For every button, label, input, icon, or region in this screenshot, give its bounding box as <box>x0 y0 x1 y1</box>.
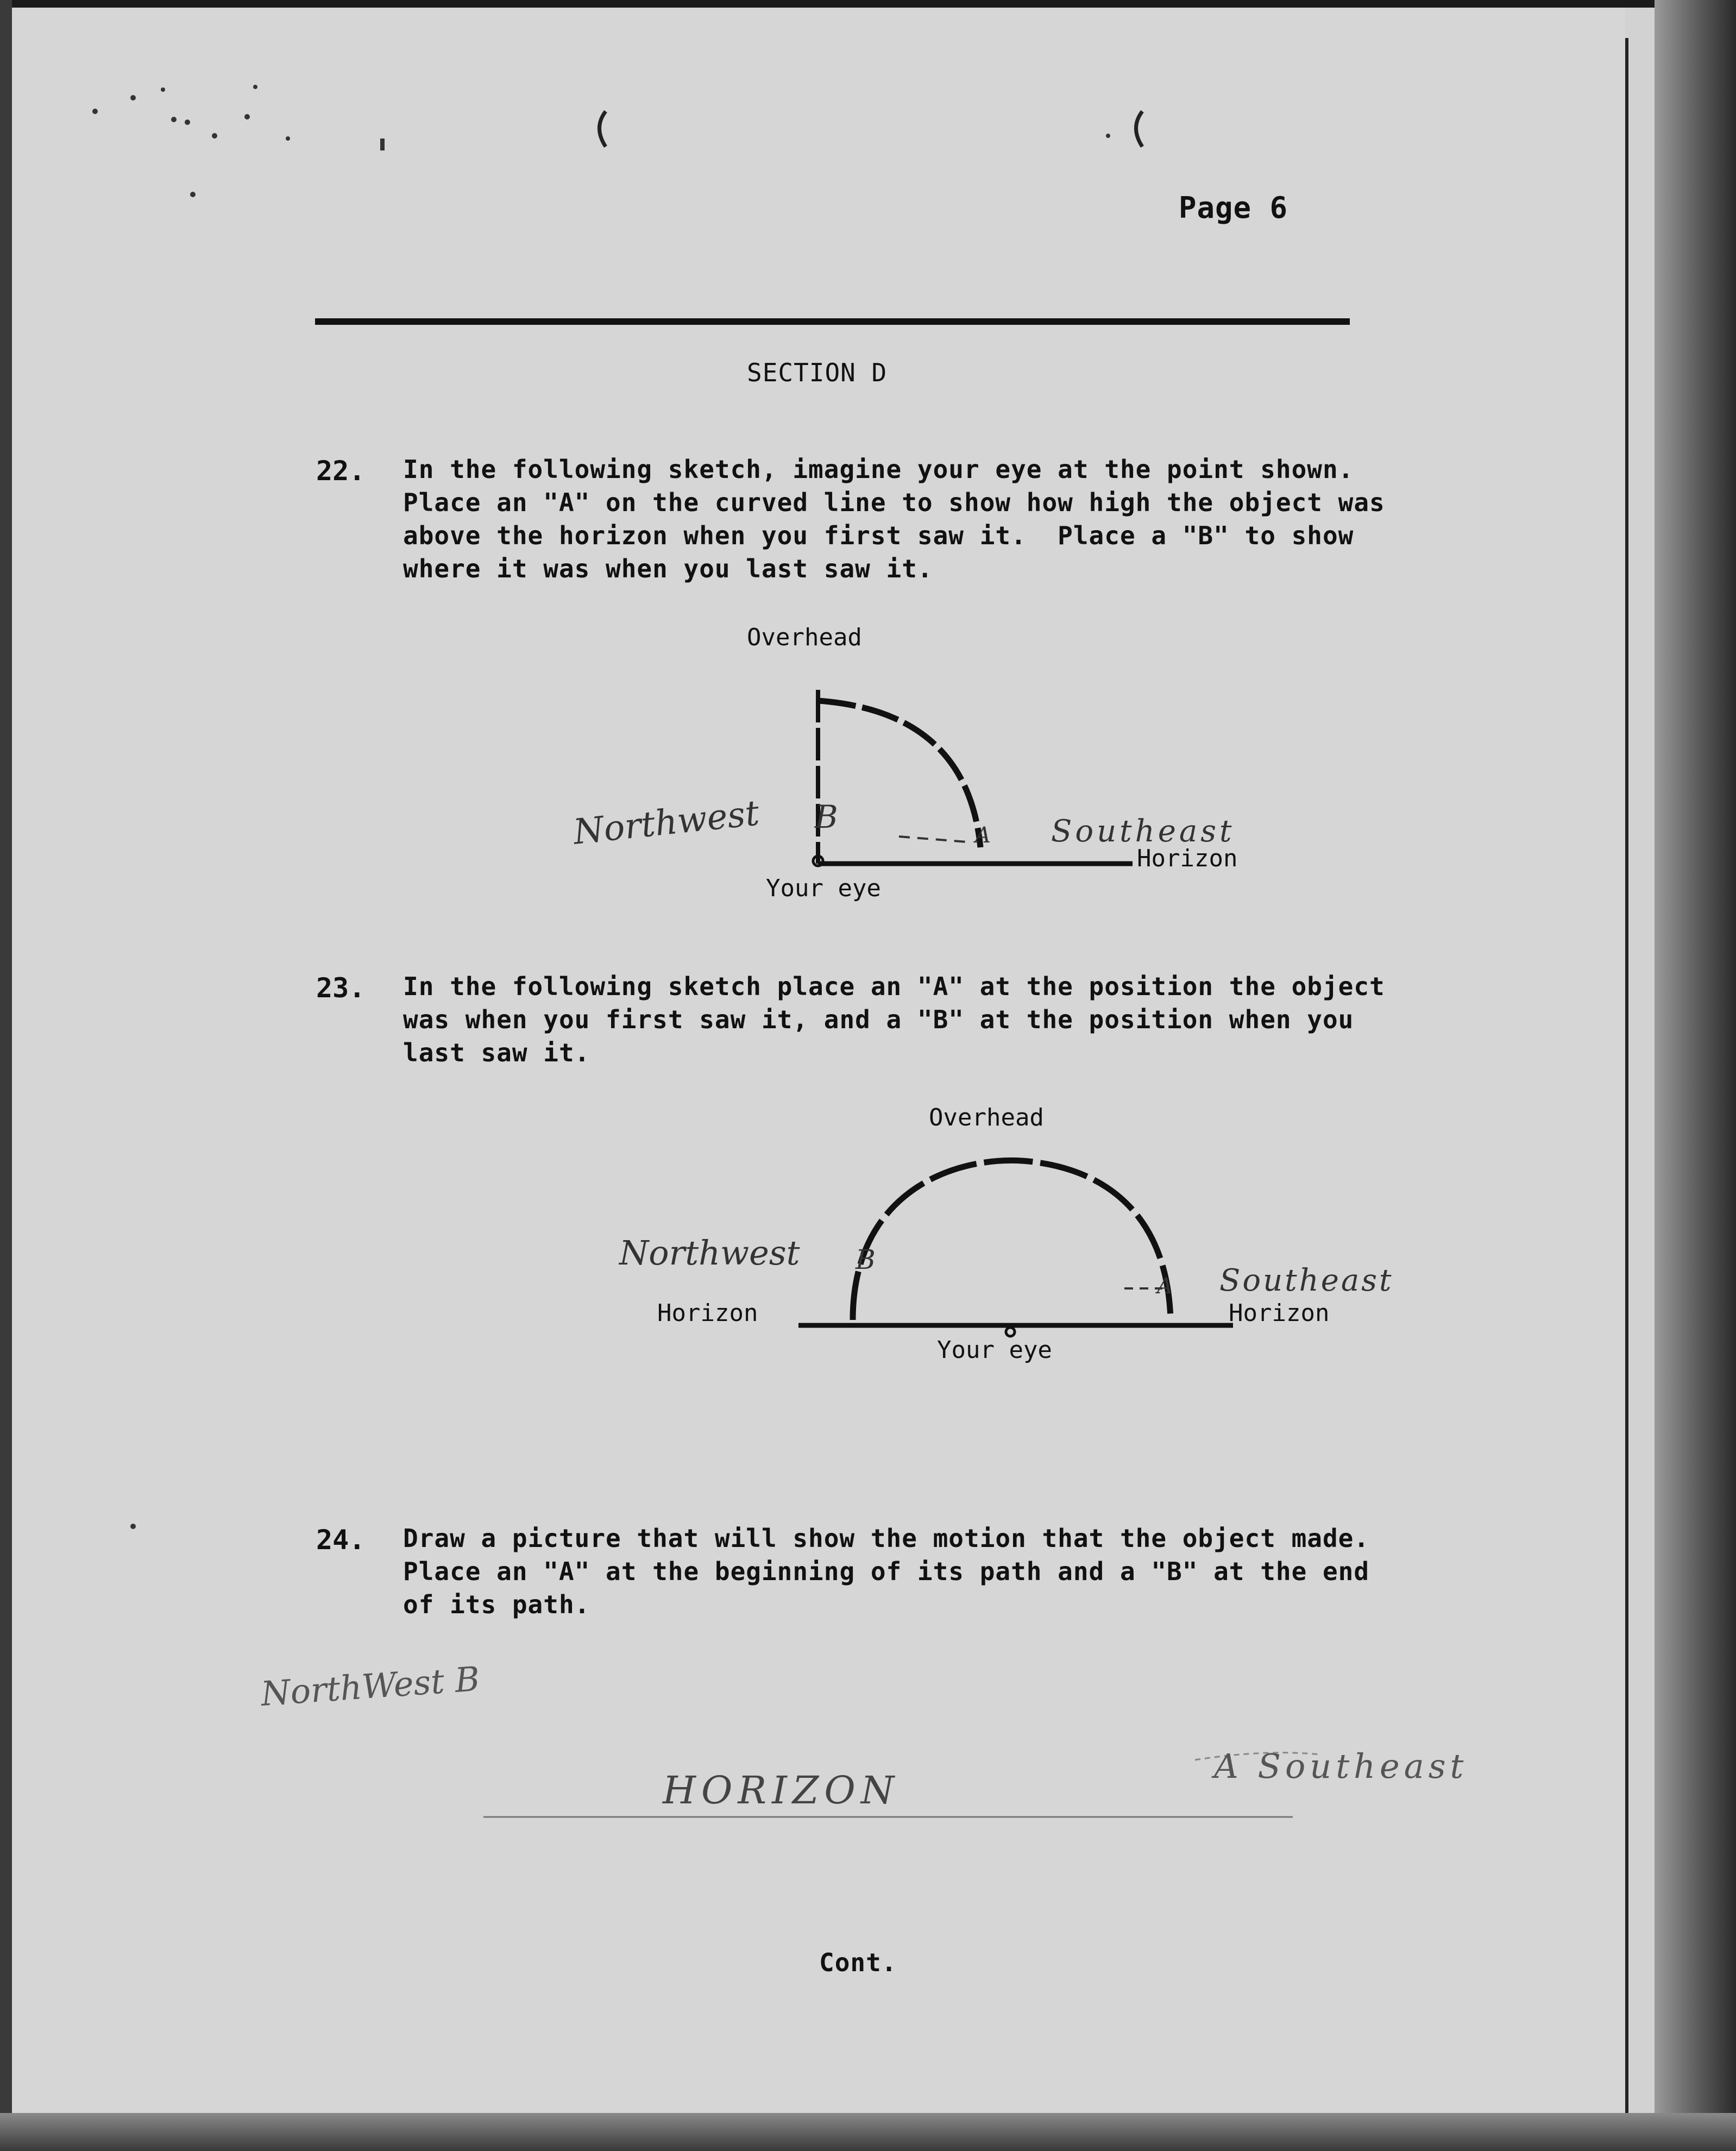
page-edge-line <box>1625 38 1628 2113</box>
scan-border-right <box>1655 0 1736 2151</box>
question-24-line-1: Draw a picture that will show the motion that the object made. <box>403 1524 1370 1553</box>
q24-handwritten-northwest-b: NorthWest B <box>259 1659 481 1714</box>
question-24-line-3: of its path. <box>403 1590 590 1619</box>
section-title: SECTION D <box>747 358 888 387</box>
q23-horizon-left-label: Horizon <box>657 1299 758 1327</box>
continued-footer: Cont. <box>819 1948 897 1977</box>
question-22-line-3: above the horizon when you first saw it. Place a "B" to show <box>403 521 1354 550</box>
q23-handwritten-northwest: Northwest <box>619 1233 800 1273</box>
question-22-line-4: where it was when you last saw it. <box>403 554 933 583</box>
q22-horizon-label: Horizon <box>1137 845 1238 872</box>
q23-handwritten-a: A <box>1157 1274 1173 1299</box>
q24-handwritten-horizon: HORIZON <box>663 1768 900 1813</box>
q22-handwritten-a: A <box>975 823 991 848</box>
question-23-line-1: In the following sketch place an "A" at the position the object <box>403 972 1385 1001</box>
scan-border-left <box>0 0 12 2151</box>
q23-handwritten-southeast: Southeast <box>1219 1263 1394 1298</box>
q23-your-eye-label: Your eye <box>937 1336 1052 1364</box>
question-23-line-2: was when you first saw it, and a "B" at the position when you <box>403 1005 1354 1034</box>
scan-specks <box>0 0 1304 217</box>
question-24-line-2: Place an "A" at the beginning of its path and a "B" at the end <box>403 1557 1370 1586</box>
q22-your-eye-label: Your eye <box>766 875 881 902</box>
q22-overhead-label: Overhead <box>747 624 862 651</box>
q23-overhead-label: Overhead <box>929 1104 1044 1131</box>
header-rule <box>315 318 1350 325</box>
question-23-number: 23. <box>316 972 366 1004</box>
q22-quarter-arc-diagram <box>788 684 1168 880</box>
margin-speck <box>125 1515 147 1537</box>
q22-handwritten-b: B <box>815 798 838 835</box>
q23-horizon-right-label: Horizon <box>1229 1299 1330 1327</box>
question-23-line-3: last saw it. <box>403 1038 590 1067</box>
scan-border-bottom <box>0 2113 1736 2151</box>
question-22-line-1: In the following sketch, imagine your eye at the point shown. <box>403 455 1354 484</box>
q24-handwritten-a-southeast: A Southeast <box>1214 1746 1468 1786</box>
question-22-line-2: Place an "A" on the curved line to show how high the object was <box>403 488 1385 517</box>
page-number: Page 6 <box>1179 191 1288 225</box>
question-24-number: 24. <box>316 1524 366 1556</box>
q23-handwritten-b: B <box>856 1244 876 1275</box>
q22-handwritten-northwest: Northwest <box>571 793 762 853</box>
q22-handwritten-southeast: Southeast <box>1051 814 1235 849</box>
question-22-number: 22. <box>316 455 366 487</box>
